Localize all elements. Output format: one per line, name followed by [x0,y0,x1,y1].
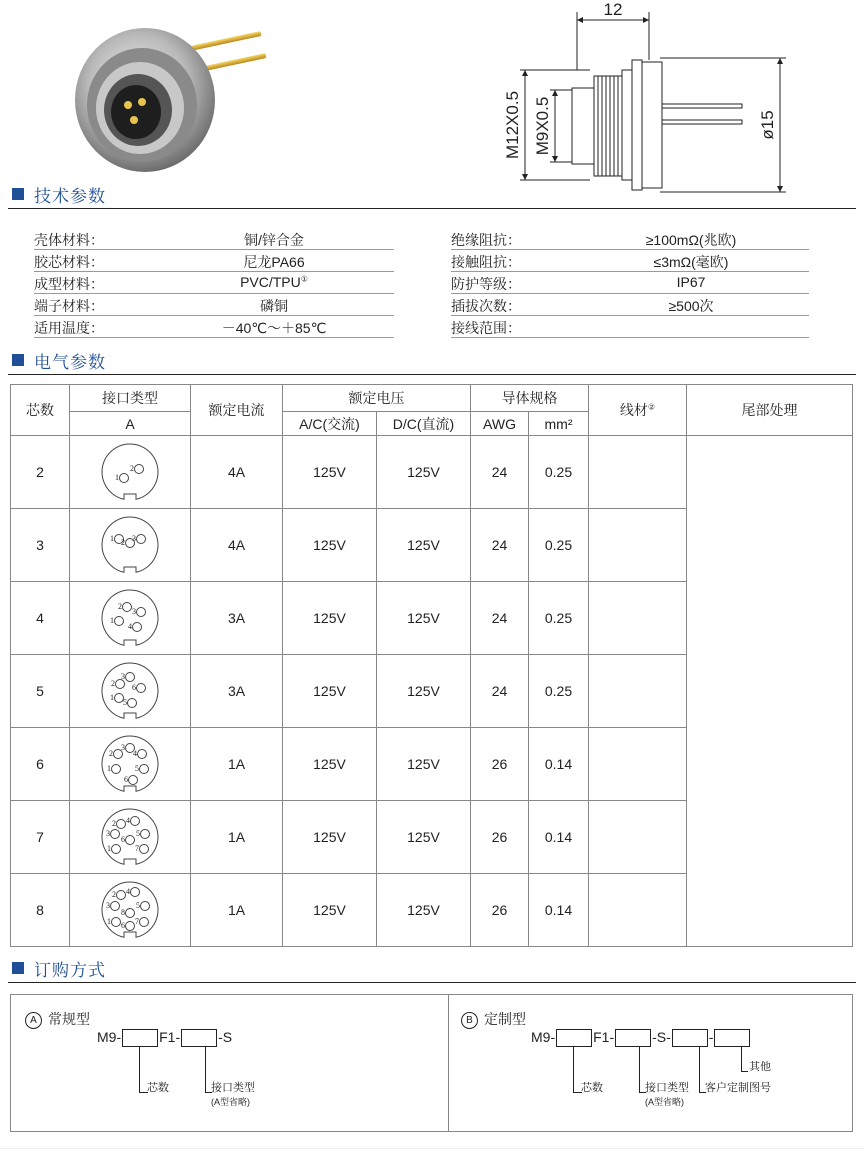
pin-hole [112,765,121,774]
pin-hole [141,902,150,911]
footnote-mark: ① [300,274,308,284]
col-mm2: mm² [529,412,589,436]
dim-12-label: 12 [603,0,623,19]
cell-mm2: 0.14 [529,874,589,947]
cell-awg: 26 [471,874,529,947]
param-value-text: PVC/TPU [240,274,301,290]
pin-layout-icon [98,586,162,650]
cell-wire [589,436,687,509]
pin-number: 2 [118,602,122,611]
pin-hole [133,623,142,632]
code-mid: F1- [593,1029,615,1045]
circle-a-icon: A [25,1012,42,1029]
param-row [34,227,394,250]
cell-cores: 7 [11,801,70,874]
pin-number: 5 [136,829,140,838]
connector-outline [102,809,158,864]
pin-number: 4 [128,622,132,631]
note-drawing-no: 客户定制图号 [705,1082,771,1094]
cell-current: 1A [191,874,283,947]
pin-hole [112,918,121,927]
pin-number: 1 [115,473,119,482]
cell-mm2: 0.25 [529,436,589,509]
cell-ac-voltage: 125V [283,582,377,655]
code-prefix: M9- [531,1029,556,1045]
leader-line [741,1047,748,1072]
cell-cores: 2 [11,436,70,509]
code-suffix: -S [218,1029,233,1045]
section-elec-header [8,349,856,371]
section-tech-title: 技术参数 [34,187,106,206]
param-value [174,230,374,250]
param-value-text: －40℃～＋85℃ [221,320,327,336]
col-tail: 尾部处理 [687,385,853,436]
param-value-text: ≥500次 [668,298,714,314]
dimension-drawing [490,0,820,200]
footnote-mark: ② [647,402,656,412]
cell-mm2: 0.14 [529,801,589,874]
param-row [451,315,809,338]
cell-ac-voltage: 125V [283,728,377,801]
pin-layout-icon [98,659,162,723]
pin-hole [137,608,146,617]
cell-current: 1A [191,801,283,874]
section-elec-title: 电气参数 [34,353,106,372]
param-value [174,274,374,290]
note-cores: 芯数 [147,1082,169,1094]
cell-wire [589,582,687,655]
cell-awg: 24 [471,509,529,582]
cell-cores: 5 [11,655,70,728]
pin-number: 5 [123,698,127,707]
param-value [591,252,791,272]
param-label: 壳体材料： [34,232,104,248]
pin-hole [126,673,135,682]
pin-layout-icon [98,878,162,942]
param-label: 绝缘阻抗： [451,232,521,248]
cell-wire [589,728,687,801]
code-box-other[interactable] [714,1029,750,1047]
pin-number: 1 [110,616,114,625]
pin-number: 3 [132,607,136,616]
order-standard-label: 常规型 [48,1011,90,1027]
pin-number: 6 [121,921,125,930]
cell-wire [589,509,687,582]
pin-number: 1 [107,917,111,926]
divider [8,374,856,375]
code-mid-s: -S- [652,1029,671,1045]
param-label: 插拔次数： [451,298,521,314]
pin-hole [120,474,129,483]
pin-number: 3 [106,829,110,838]
pin-number: 1 [107,844,111,853]
pin-layout-icon [98,440,162,504]
cell-ac-voltage: 125V [283,436,377,509]
cell-wire [589,801,687,874]
pin-hole [135,465,144,474]
divider [8,208,856,209]
param-value-text: 磷铜 [260,298,288,314]
cell-awg: 24 [471,436,529,509]
pin-hole [111,830,120,839]
cell-current: 4A [191,436,283,509]
cell-current: 3A [191,582,283,655]
cell-pin-layout [70,801,191,874]
pin-layout-icon [98,732,162,796]
cell-dc-voltage: 125V [377,655,471,728]
pin-hole [131,817,140,826]
pin-hole [137,535,146,544]
param-label: 适用温度： [34,320,104,336]
connector-photo [70,10,300,180]
pin-number: 2 [121,538,125,547]
param-value-text: ≥100mΩ(兆欧) [645,232,737,248]
pin-hole [128,699,137,708]
cell-dc-voltage: 125V [377,874,471,947]
param-value [174,318,374,338]
circle-b-icon: B [461,1012,478,1029]
section-square-icon [12,188,24,200]
param-label: 端子材料： [34,298,104,314]
param-row [34,271,394,294]
cell-pin-layout [70,436,191,509]
section-tech-header [8,183,856,205]
pin-hole [140,918,149,927]
cell-cores: 8 [11,874,70,947]
connector-outline [102,663,158,718]
pin-layout-icon [98,805,162,869]
param-label: 胶芯材料： [34,254,104,270]
code-mid: F1- [159,1029,181,1045]
cell-wire [589,655,687,728]
code-box-interface[interactable] [181,1029,217,1047]
pin-number: 3 [132,534,136,543]
order-custom-box [448,994,853,1132]
pin-hole [126,909,135,918]
param-row [451,271,809,294]
pin-number: 6 [132,683,136,692]
electrical-params-table [10,384,853,947]
pin-hole [129,776,138,785]
order-custom-title [461,1009,526,1029]
col-voltage: 额定电压 [283,385,471,412]
pin-number: 2 [109,749,113,758]
note-interface: 接口类型 [645,1082,689,1094]
cell-awg: 26 [471,801,529,874]
pin-hole [141,830,150,839]
pin-hole [112,845,121,854]
param-label: 防护等级： [451,276,521,292]
pin-hole [131,888,140,897]
dim-m9-label: M9X0.5 [533,96,552,156]
order-custom-label: 定制型 [484,1011,526,1027]
cell-mm2: 0.14 [529,728,589,801]
col-wire [589,385,687,436]
param-value-text: IP67 [676,274,706,290]
cell-awg: 24 [471,582,529,655]
pin-number: 4 [126,816,130,825]
pin-number: 3 [121,743,125,752]
cell-ac-voltage: 125V [283,874,377,947]
param-value [591,230,791,250]
pin-number: 5 [136,901,140,910]
col-ac: A/C(交流) [283,412,377,436]
param-row [451,293,809,316]
pin-hole [117,891,126,900]
pin-number: 1 [110,534,114,543]
param-value [591,296,791,316]
pin-number: 6 [121,835,125,844]
pin-number: 3 [121,672,125,681]
code-box-cores[interactable] [556,1029,592,1047]
col-dc: D/C(直流) [377,412,471,436]
pin-hole [117,820,126,829]
cell-tail [687,436,853,947]
cell-ac-voltage: 125V [283,655,377,728]
pin-hole [126,922,135,931]
note-interface-sub: (A型省略) [211,1097,250,1107]
col-cores: 芯数 [11,385,70,436]
cell-pin-layout [70,874,191,947]
pin-number: 2 [112,890,116,899]
cell-mm2: 0.25 [529,509,589,582]
cell-dc-voltage: 125V [377,582,471,655]
pin-number: 6 [124,775,128,784]
order-custom-code [531,1029,751,1047]
section-square-icon [12,354,24,366]
code-box-cores[interactable] [122,1029,158,1047]
order-standard-box [10,994,450,1132]
param-row [34,315,394,338]
note-cores: 芯数 [581,1082,603,1094]
cell-cores: 6 [11,728,70,801]
pin-number: 2 [130,464,134,473]
table-row [11,436,853,509]
code-dash: - [708,1029,714,1045]
cell-pin-layout [70,655,191,728]
pin-hole [138,750,147,759]
code-prefix: M9- [97,1029,122,1045]
cell-dc-voltage: 125V [377,509,471,582]
pin-number: 2 [111,679,115,688]
param-value [174,252,374,272]
cell-pin-layout [70,728,191,801]
cell-awg: 26 [471,728,529,801]
cell-cores: 3 [11,509,70,582]
pin-number: 7 [135,844,139,853]
pin-number: 8 [121,908,125,917]
cell-dc-voltage: 125V [377,801,471,874]
dim-m12-label: M12X0.5 [503,90,522,160]
cell-current: 4A [191,509,283,582]
note-interface: 接口类型 [211,1082,255,1094]
cell-cores: 4 [11,582,70,655]
param-value [174,296,374,316]
pin-hole [111,902,120,911]
cell-wire [589,874,687,947]
pin-layout-icon [98,513,162,577]
pin-number: 7 [135,917,139,926]
pin-number: 1 [107,764,111,773]
col-current: 额定电流 [191,385,283,436]
cell-awg: 24 [471,655,529,728]
col-wire-label: 线材 [619,402,648,418]
pin-hole [114,750,123,759]
param-row [451,249,809,272]
cell-mm2: 0.25 [529,655,589,728]
section-square-icon [12,962,24,974]
param-row [451,227,809,250]
cell-pin-layout [70,582,191,655]
cell-pin-layout [70,509,191,582]
col-interface-sub: A [70,412,191,436]
footer-divider [0,1148,864,1149]
pin-number: 3 [106,901,110,910]
param-value-text: ≤3mΩ(毫欧) [653,254,729,270]
pin-number: 4 [133,749,137,758]
section-order-title: 订购方式 [34,961,106,980]
section-order-header [8,957,856,979]
col-awg: AWG [471,412,529,436]
cell-current: 3A [191,655,283,728]
pin-number: 2 [112,819,116,828]
param-value-text: 尼龙PA66 [243,254,305,270]
code-box-drawing[interactable] [672,1029,708,1047]
param-label: 接线范围： [451,320,521,336]
cell-dc-voltage: 125V [377,728,471,801]
pin-number: 4 [126,887,130,896]
param-label: 接触阻抗： [451,254,521,270]
pin-hole [140,845,149,854]
cell-current: 1A [191,728,283,801]
code-box-interface[interactable] [615,1029,651,1047]
divider [8,982,856,983]
pin-hole [123,603,132,612]
pin-hole [115,617,124,626]
cell-ac-voltage: 125V [283,509,377,582]
param-row [34,249,394,272]
connector-outline [102,517,158,572]
col-conductor: 导体规格 [471,385,589,412]
order-standard-title [25,1009,90,1029]
note-interface-sub: (A型省略) [645,1097,684,1107]
pin-hole [140,765,149,774]
pin-number: 5 [135,764,139,773]
col-interface: 接口类型 [70,385,191,412]
pin-hole [137,684,146,693]
cell-dc-voltage: 125V [377,436,471,509]
pin-hole [126,836,135,845]
param-label: 成型材料： [34,276,104,292]
param-value [591,274,791,290]
connector-outline [102,882,158,937]
pin-hole [116,680,125,689]
note-other: 其他 [749,1061,771,1073]
param-value-text: 铜/锌合金 [244,232,304,248]
order-standard-code [97,1029,232,1047]
cell-ac-voltage: 125V [283,801,377,874]
param-row [34,293,394,316]
pin-number: 1 [110,693,114,702]
dim-diameter-label: ø15 [758,110,777,140]
cell-mm2: 0.25 [529,582,589,655]
